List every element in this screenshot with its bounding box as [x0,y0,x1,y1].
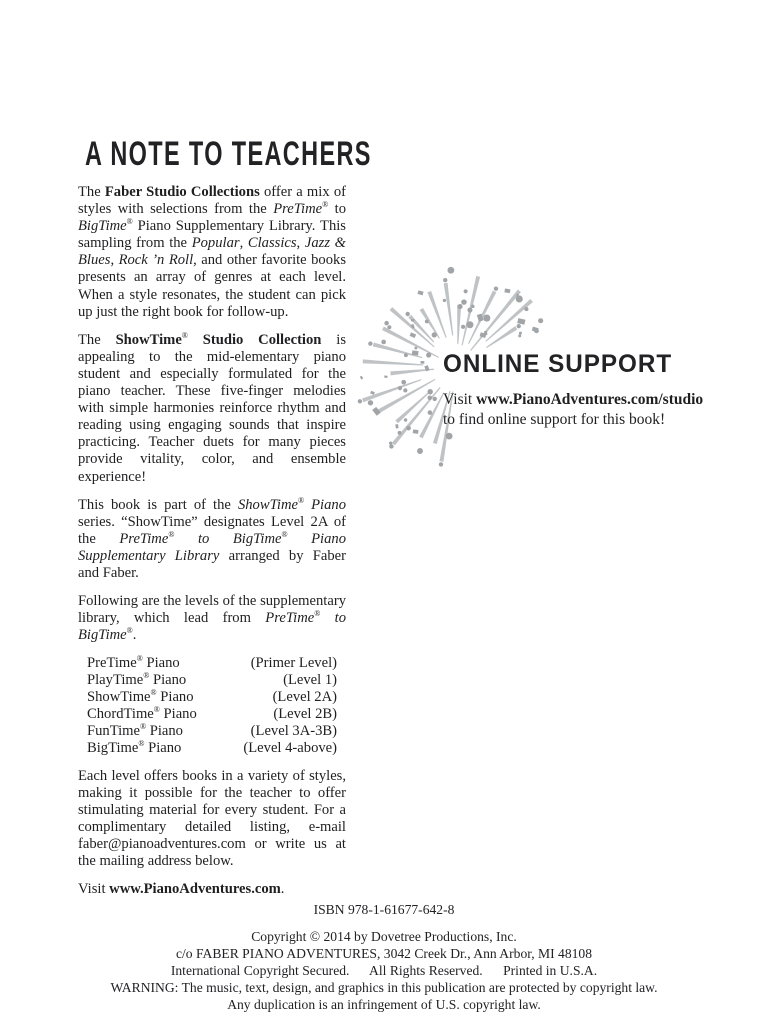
copyright-line: Copyright © 2014 by Dovetree Productions, Inc. [251,929,517,944]
level-label: (Level 1) [283,672,337,689]
level-name [87,672,186,689]
supplementary-levels-list [87,655,337,756]
level-name-text: PlayTime [87,672,144,689]
level-row-funtime [87,723,337,740]
registered-mark: ® [140,722,147,732]
page-title: A NOTE TO TEACHERS [85,134,372,173]
online-support-url-line: Visit www.PianoAdventures.com/studio [443,391,704,408]
isbn-line: ISBN 978-1-61677-642-8 [313,902,455,917]
level-name-text: ChordTime [87,706,154,723]
level-product-text: Piano [142,655,180,672]
level-label: (Level 2B) [273,706,337,723]
paragraph-levels-intro: Following are the levels of the supplementary library, which lead from PreTime® to BigTime®. [78,593,346,644]
registered-mark: ® [153,705,160,715]
level-row-chordtime [87,706,337,723]
level-name-text: BigTime [87,739,139,756]
level-name-text: PreTime [87,655,137,672]
level-row-showtime [87,689,337,706]
registered-mark: ® [138,739,145,749]
online-support-tagline: to find online support for this book! [443,411,666,428]
level-row-bigtime [87,740,337,757]
paragraph-series-level: This book is part of the ShowTime® Piano series. “ShowTime” designates Level 2A of the PreTime® to BigTime® Piano Supplementary Library arranged by Faber and Faber. [78,495,347,581]
level-label: (Level 2A) [272,689,337,706]
level-row-playtime [87,672,337,689]
level-product-text: Piano [149,672,187,689]
level-product-text: Piano [156,689,194,706]
online-support-text [443,390,723,430]
registered-mark: ® [143,671,150,681]
level-name-text: FunTime [87,722,140,739]
level-name [87,706,197,723]
address-line: c/o FABER PIANO ADVENTURES, 3042 Creek Dr., Ann Arbor, MI 48108 [175,946,593,961]
level-name [87,689,194,706]
level-row-pretime [87,655,337,672]
level-label: (Primer Level) [250,655,337,672]
level-product-text: Piano [146,722,183,739]
level-name [87,655,180,672]
level-name [87,723,183,740]
paragraph-each-level: Each level offers books in a variety of styles, making it possible for the teacher to offer stimulating material for every student. For a complimentary detailed listing, e-mail faber@pianoadventures.com or write us at the mailing address below. [78,767,346,870]
level-product-text: Piano [159,706,197,723]
level-product-text: Piano [144,739,182,756]
paragraph-showtime-studio-collection: The ShowTime® Studio Collection is appealing to the mid-elementary piano student and especially formulated for the piano teacher. These five-finger melodies with simple harmonies reinforce rhythm and reading using engaging sounds that inspire practicing. Teacher duets for many pieces provide vitality, color, and ensemble experience! [78,330,346,485]
rights-line: International Copyright Secured. All Rights Reserved. Printed in U.S.A. [170,963,598,978]
online-support-heading: ONLINE SUPPORT [443,350,673,378]
registered-mark: ® [150,688,157,698]
level-name [87,740,181,757]
teachers-note-body [78,184,346,909]
level-label: (Level 3A-3B) [250,722,337,739]
paragraph-faber-studio-collections: The Faber Studio Collections offer a mix of styles with selections from the PreTime® to BigTime® Piano Supplementary Library. This sampling from the Popular, Classics, Jazz & Blues, Rock ’n Roll, and other favorite books presents an array of genres at each level. When a style resonates, the student can pick up just the right book for follow-up. [78,184,347,320]
registered-mark: ® [136,654,143,664]
visit-website-line: Visit www.PianoAdventures.com. [78,881,285,898]
warning-line: WARNING: The music, text, design, and graphics in this publication are protected by copyright law. [110,980,658,995]
copyright-footer [0,901,768,1013]
duplication-line: Any duplication is an infringement of U.S. copyright law. [227,997,541,1012]
level-name-text: ShowTime [87,689,151,706]
level-label: (Level 4-above) [243,739,337,756]
